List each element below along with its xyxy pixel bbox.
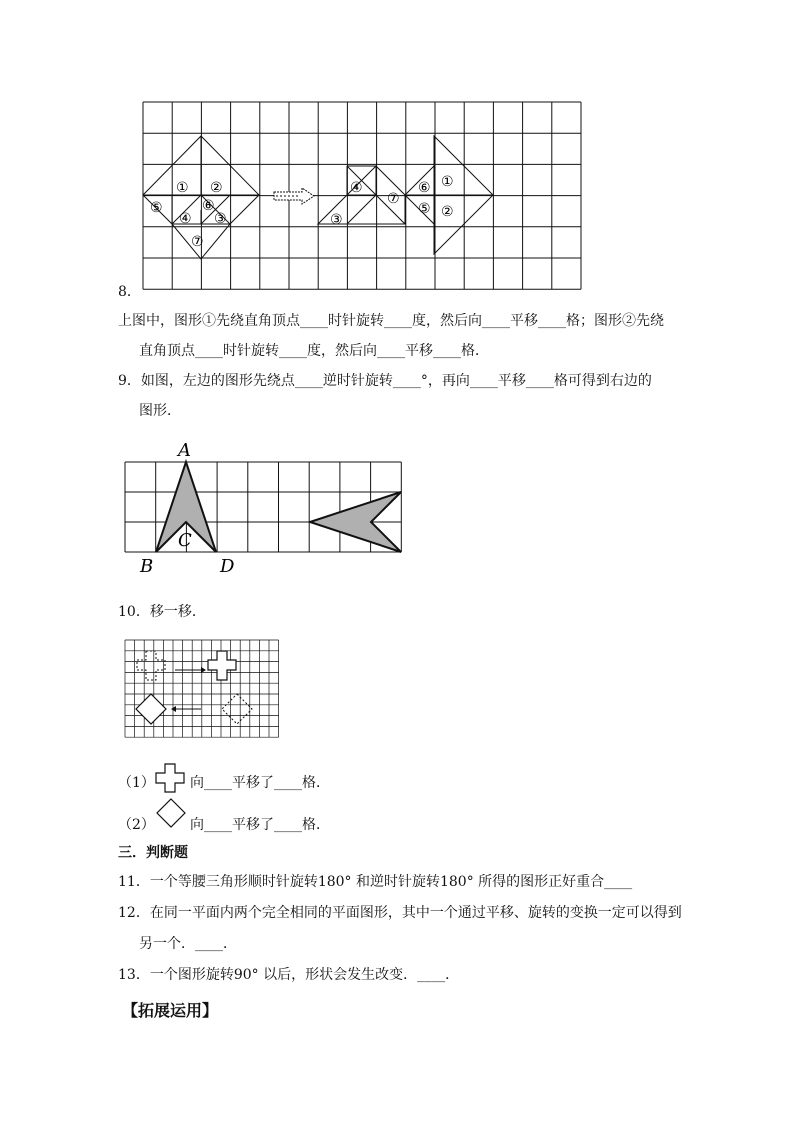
- diamond-icon: [155, 797, 195, 837]
- q10-diamond-dotted: [222, 694, 252, 724]
- q13-text: 13．一个图形旋转90° 以后，形状会发生改变．____．: [118, 967, 460, 983]
- q9-text-line-2: 图形．: [139, 403, 181, 419]
- q8-text-line-1: 上图中，图形①先绕直角顶点____时针旋转____度，然后向____平移____格；图形②先绕: [118, 313, 664, 329]
- q9-point-c: C: [178, 530, 192, 551]
- q10-item-1: [118, 773, 155, 793]
- q8-label-3-left: ③: [214, 211, 227, 227]
- q8-label-1-left: ①: [176, 180, 189, 196]
- q9-point-b: B: [140, 556, 154, 577]
- q10-item-2-text: 向____平移了____格．: [190, 817, 330, 833]
- q8-label-3-middle: ③: [330, 212, 343, 228]
- q8-label-1-right: ①: [441, 174, 454, 190]
- q8-label-5-left: ⑤: [150, 200, 163, 216]
- q8-label-6-left: ⑥: [202, 198, 215, 214]
- q8-label-2-left: ②: [210, 180, 223, 196]
- q10-item-2: [118, 815, 155, 835]
- q10-title: 10．移一移．: [118, 604, 206, 620]
- q8-label-7-middle: ⑦: [387, 191, 400, 207]
- q11-text: 11．一个等腰三角形顺时针旋转180° 和逆时针旋转180° 所得的图形正好重合____: [118, 874, 633, 890]
- q12-text-line-2: 另一个．____．: [139, 936, 237, 952]
- q8-label-6-right: ⑥: [418, 180, 431, 196]
- q8-label-7-left: ⑦: [191, 234, 204, 250]
- q10-item-2-prefix: （2）: [118, 817, 155, 833]
- q12-text-line-1: 12．在同一平面内两个完全相同的平面图形，其中一个通过平移、旋转的变换一定可以得到: [118, 905, 682, 921]
- extension-title: 【拓展运用】: [122, 1001, 219, 1020]
- q8-number: 8．: [118, 284, 141, 300]
- q8-text-line-2: 直角顶点____时针旋转____度，然后向____平移____格．: [139, 343, 489, 359]
- q8-label-5-right: ⑤: [418, 201, 431, 217]
- q8-label-4-left: ④: [179, 211, 192, 227]
- q10-grid: [125, 640, 279, 737]
- q10-cross-dotted: [137, 651, 165, 680]
- cross-icon: [155, 762, 195, 802]
- q10-item-1-text: 向____平移了____格．: [190, 775, 330, 791]
- q9-point-d: D: [220, 556, 235, 577]
- section-3-title: 三．判断题: [118, 845, 188, 861]
- q8-label-2-right: ②: [441, 204, 454, 220]
- q10-cross-solid: [208, 651, 236, 680]
- q9-point-a: A: [178, 440, 191, 461]
- q9-text-line-1: 9．如图，左边的图形先绕点____逆时针旋转____°，再向____平移____格可得到右边的: [118, 373, 652, 389]
- q10-item-1-prefix: （1）: [118, 775, 155, 791]
- q10-diamond-solid: [136, 694, 166, 724]
- q8-label-4-middle: ④: [350, 180, 363, 196]
